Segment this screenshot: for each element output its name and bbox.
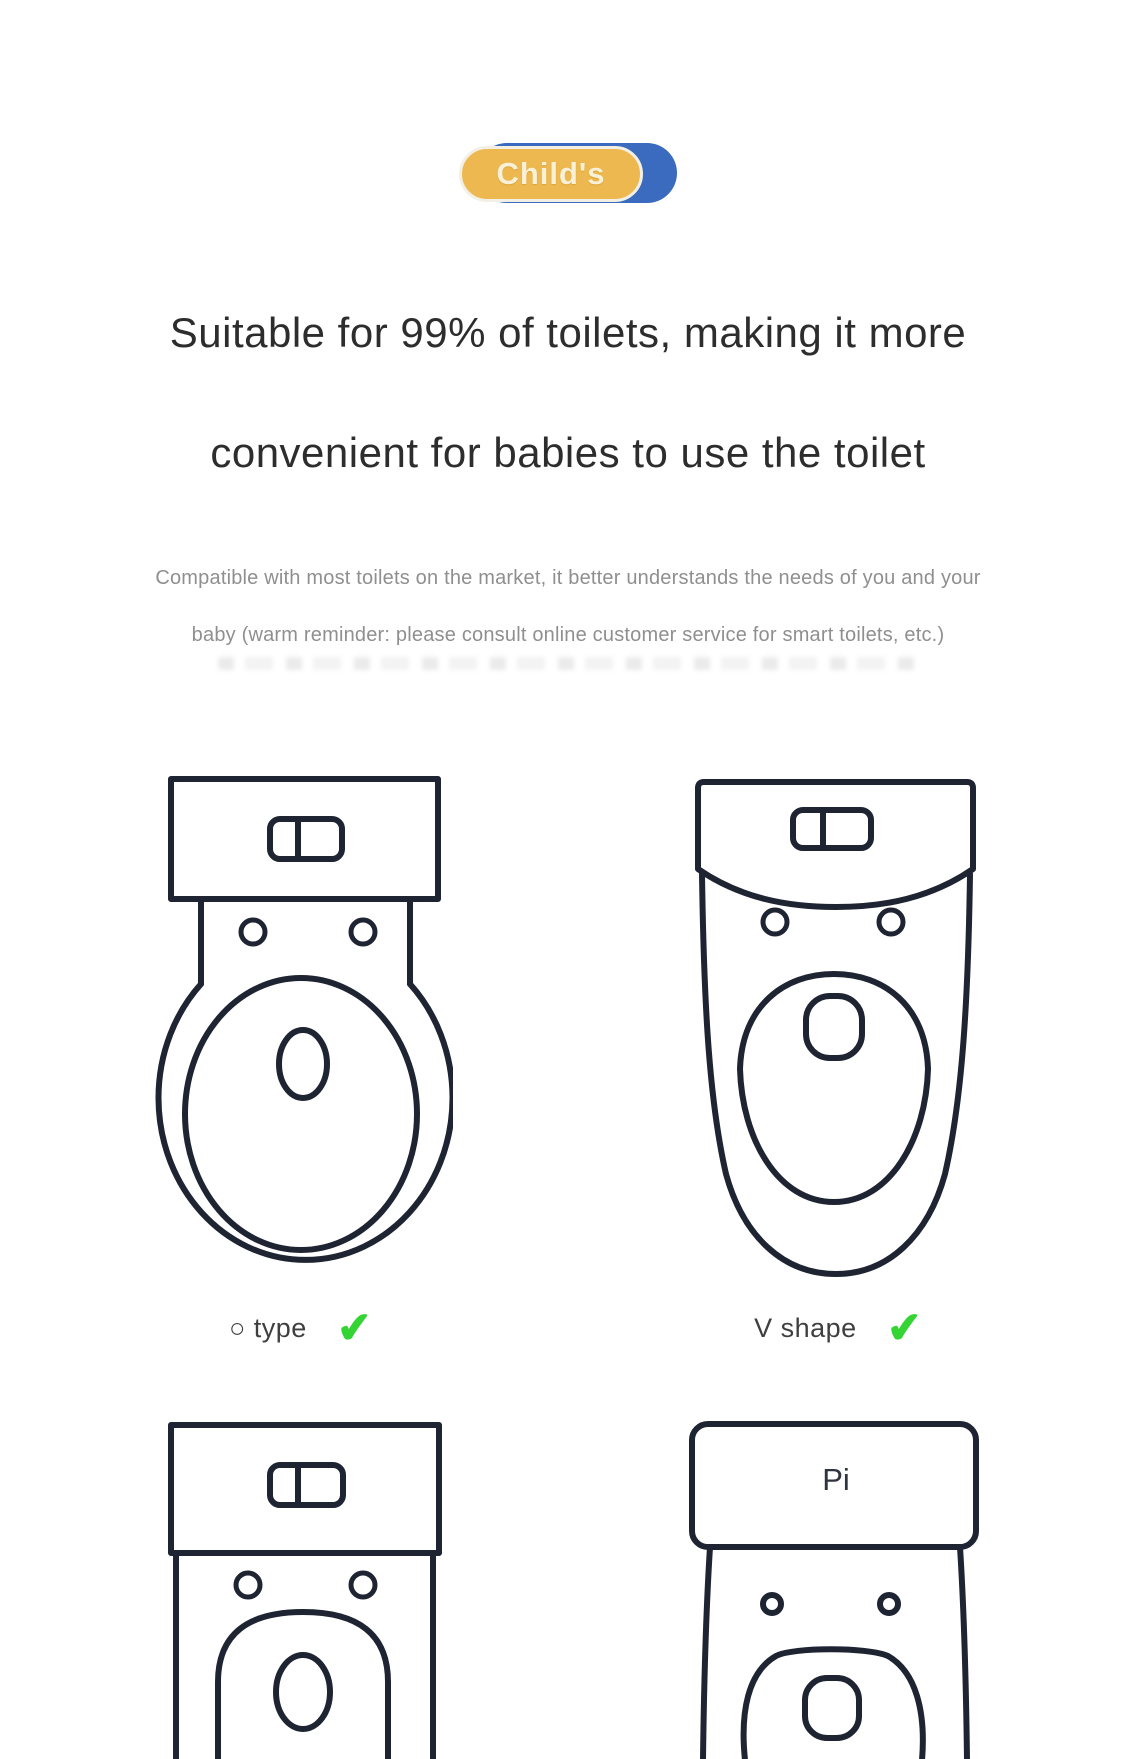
check-icon: ✔ <box>885 1302 924 1353</box>
flush-hole <box>276 1655 330 1729</box>
o-type-label: ○ type <box>228 1312 307 1343</box>
body-left <box>703 1547 710 1759</box>
bolt-left <box>241 920 265 944</box>
bolt-right <box>880 1595 898 1613</box>
label-o-type <box>148 1304 453 1352</box>
heading-line-1: Suitable for 99% of toilets, making it more <box>169 309 967 356</box>
ghost-text-artifact <box>218 657 918 670</box>
toilet-diagram-v-shape <box>688 774 988 1286</box>
bolt-right <box>351 1573 375 1597</box>
bolt-left <box>763 910 787 934</box>
description-line-2: baby (warm reminder: please consult online customer service for smart toilets, etc.) <box>191 624 945 646</box>
flush-hole <box>279 1030 327 1098</box>
pi-tank-label: Pi <box>822 1462 850 1497</box>
flush-hole <box>805 1678 859 1738</box>
seat-ring <box>744 1649 923 1759</box>
bolt-right <box>879 910 903 934</box>
diagram-row-bottom <box>0 1420 1136 1759</box>
tank <box>171 779 438 899</box>
flush-button <box>270 1465 343 1505</box>
childs-badge <box>459 143 677 205</box>
toilet-diagram-square-type <box>148 1420 453 1759</box>
description-line-1: Compatible with most toilets on the market, it better understands the needs of you and your <box>155 567 981 589</box>
bolt-right <box>351 920 375 944</box>
label-v-shape <box>688 1304 988 1352</box>
v-shape-label: V shape <box>754 1312 857 1343</box>
toilet-diagram-pi-type <box>688 1420 988 1759</box>
diagram-row-top <box>0 774 1136 1286</box>
bowl-outline <box>159 984 453 1260</box>
seat-ring <box>185 978 417 1250</box>
bolt-left <box>236 1573 260 1597</box>
seat-ring <box>740 974 928 1202</box>
diagram-labels-row <box>0 1304 1136 1352</box>
flush-hole <box>806 996 862 1058</box>
check-icon: ✔ <box>335 1302 374 1353</box>
heading-line-2: convenient for babies to use the toilet <box>210 429 926 476</box>
tank <box>171 1425 439 1553</box>
tank <box>698 782 973 907</box>
badge-label: Child's <box>496 156 606 191</box>
flush-button <box>793 810 871 848</box>
bolt-left <box>763 1595 781 1613</box>
body-right <box>960 1547 967 1759</box>
toilet-diagram-o-type <box>148 774 453 1286</box>
seat-ring <box>218 1612 388 1759</box>
badge-orange-pill <box>459 146 643 202</box>
flush-button <box>270 819 342 859</box>
